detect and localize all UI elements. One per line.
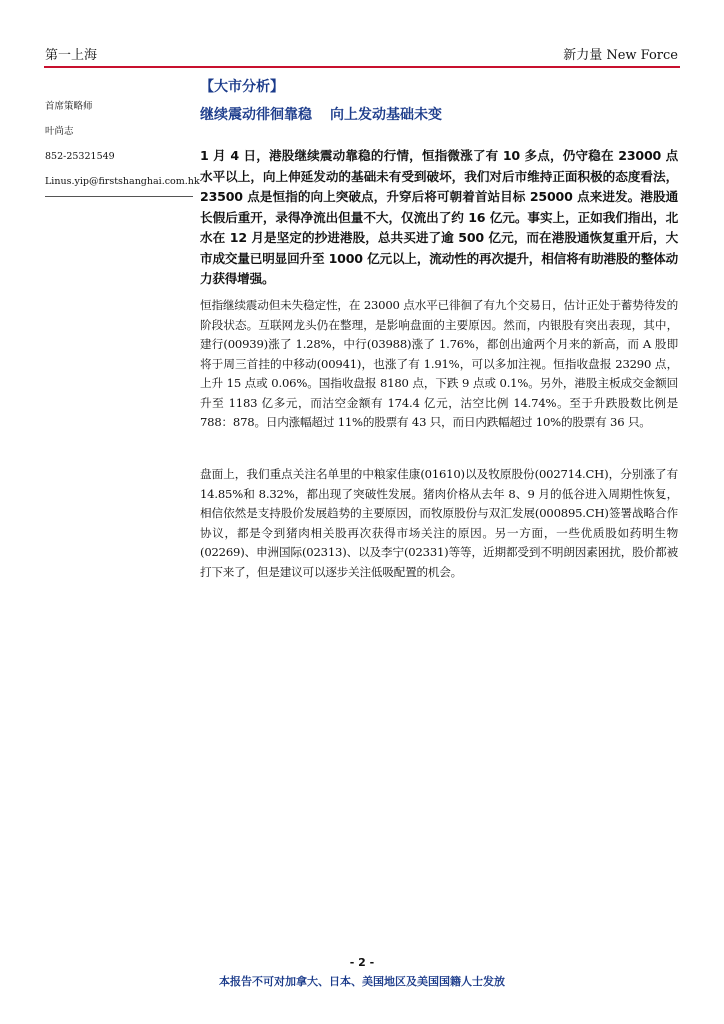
section-heading: 【大市分析】 (200, 79, 284, 95)
page-number: - 2 - (349, 956, 375, 969)
lead-paragraph: 1 月 4 日，港股继续震动靠稳的行情，恒指微涨了有 10 多点，仍守稳在 23000 点水平以上，向上伸延发动的基础未有受到破坏，我们对后市维持正面积极的态度看法，23500 点是恒指的向上突破点，升穿后将可朝着首站目标 25000 点来进发。港股通长假后重开，录得净流出但量不大，仅流出了约 16 亿元。事实上，正如我们指出，北水在 12 月是坚定的抄进港股，总共买进了逾 500 亿元，而在港股通恢复重开后，大市成交量已明显回升至 1000 亿元以上，流动性的再次提升，相信将有助港股的整体动力获得增强。 (200, 148, 678, 286)
analyst-title: 首席策略师 (45, 101, 93, 112)
headline-part-1: 继续震动徘徊靠稳 (200, 107, 312, 123)
footer-disclaimer: 本报告不可对加拿大、日本、美国地区及美国国籍人士发放 (219, 975, 505, 988)
analyst-phone: 852-25321549 (45, 151, 115, 162)
article-headline (200, 104, 442, 124)
header-divider (44, 66, 680, 68)
analyst-info (45, 101, 200, 202)
body-paragraph: 盘面上，我们重点关注名单里的中粮家佳康(01610)以及牧原股份(002714.CH)，分别涨了有 14.85%和 8.32%，都出现了突破性发展。猪肉价格从去年 8、9 月的低谷进入周期性恢复，相信依然是支持股价发展趋势的主要原因，而牧原股份与双汇发展(000895.CH)签署战略合作协议，都是令到猪肉相关股再次获得市场关注的原因。另一方面，一些优质股如药明生物(02269)、申洲国际(02313)、以及李宁(02331)等等，近期都受到不明朗因素困扰，股价都被打下来了，但是建议可以逐步关注低吸配置的机会。 (200, 467, 678, 579)
headline-part-2: 向上发动基础未变 (330, 107, 442, 123)
body-paragraph: 恒指继续震动但未失稳定性，在 23000 点水平已徘徊了有九个交易日，估计正处于蓄势待发的阶段状态。互联网龙头仍在整理，是影响盘面的主要原因。然而，内银股有突出表现，其中，建行(00939)涨了 1.28%，中行(03988)涨了 1.76%，都创出逾两个月来的新高，而 A 股即将于周三首挂的中移动(00941)，也涨了有 1.91%，可以多加注视。恒指收盘报 23290 点，上升 15 点或 0.06%。国指收盘报 8180 点，下跌 9 点或 0.1%。另外，港股主板成交金额回升至 1183 亿多元，而沽空金额有 174.4 亿元，沽空比例 14.74%。至于升跌股数比例是 788：878。日内涨幅超过 11%的股票有 43 只，而日内跌幅超过 10%的股票有 36 只。 (200, 298, 678, 429)
analyst-name: 叶尚志 (45, 126, 74, 137)
header-brand: 第一上海 (45, 48, 98, 63)
header-series-title: 新力量 New Force (563, 48, 678, 63)
analyst-email[interactable]: Linus.yip@firstshanghai.com.hk (45, 176, 200, 187)
sidebar-divider (45, 196, 193, 197)
